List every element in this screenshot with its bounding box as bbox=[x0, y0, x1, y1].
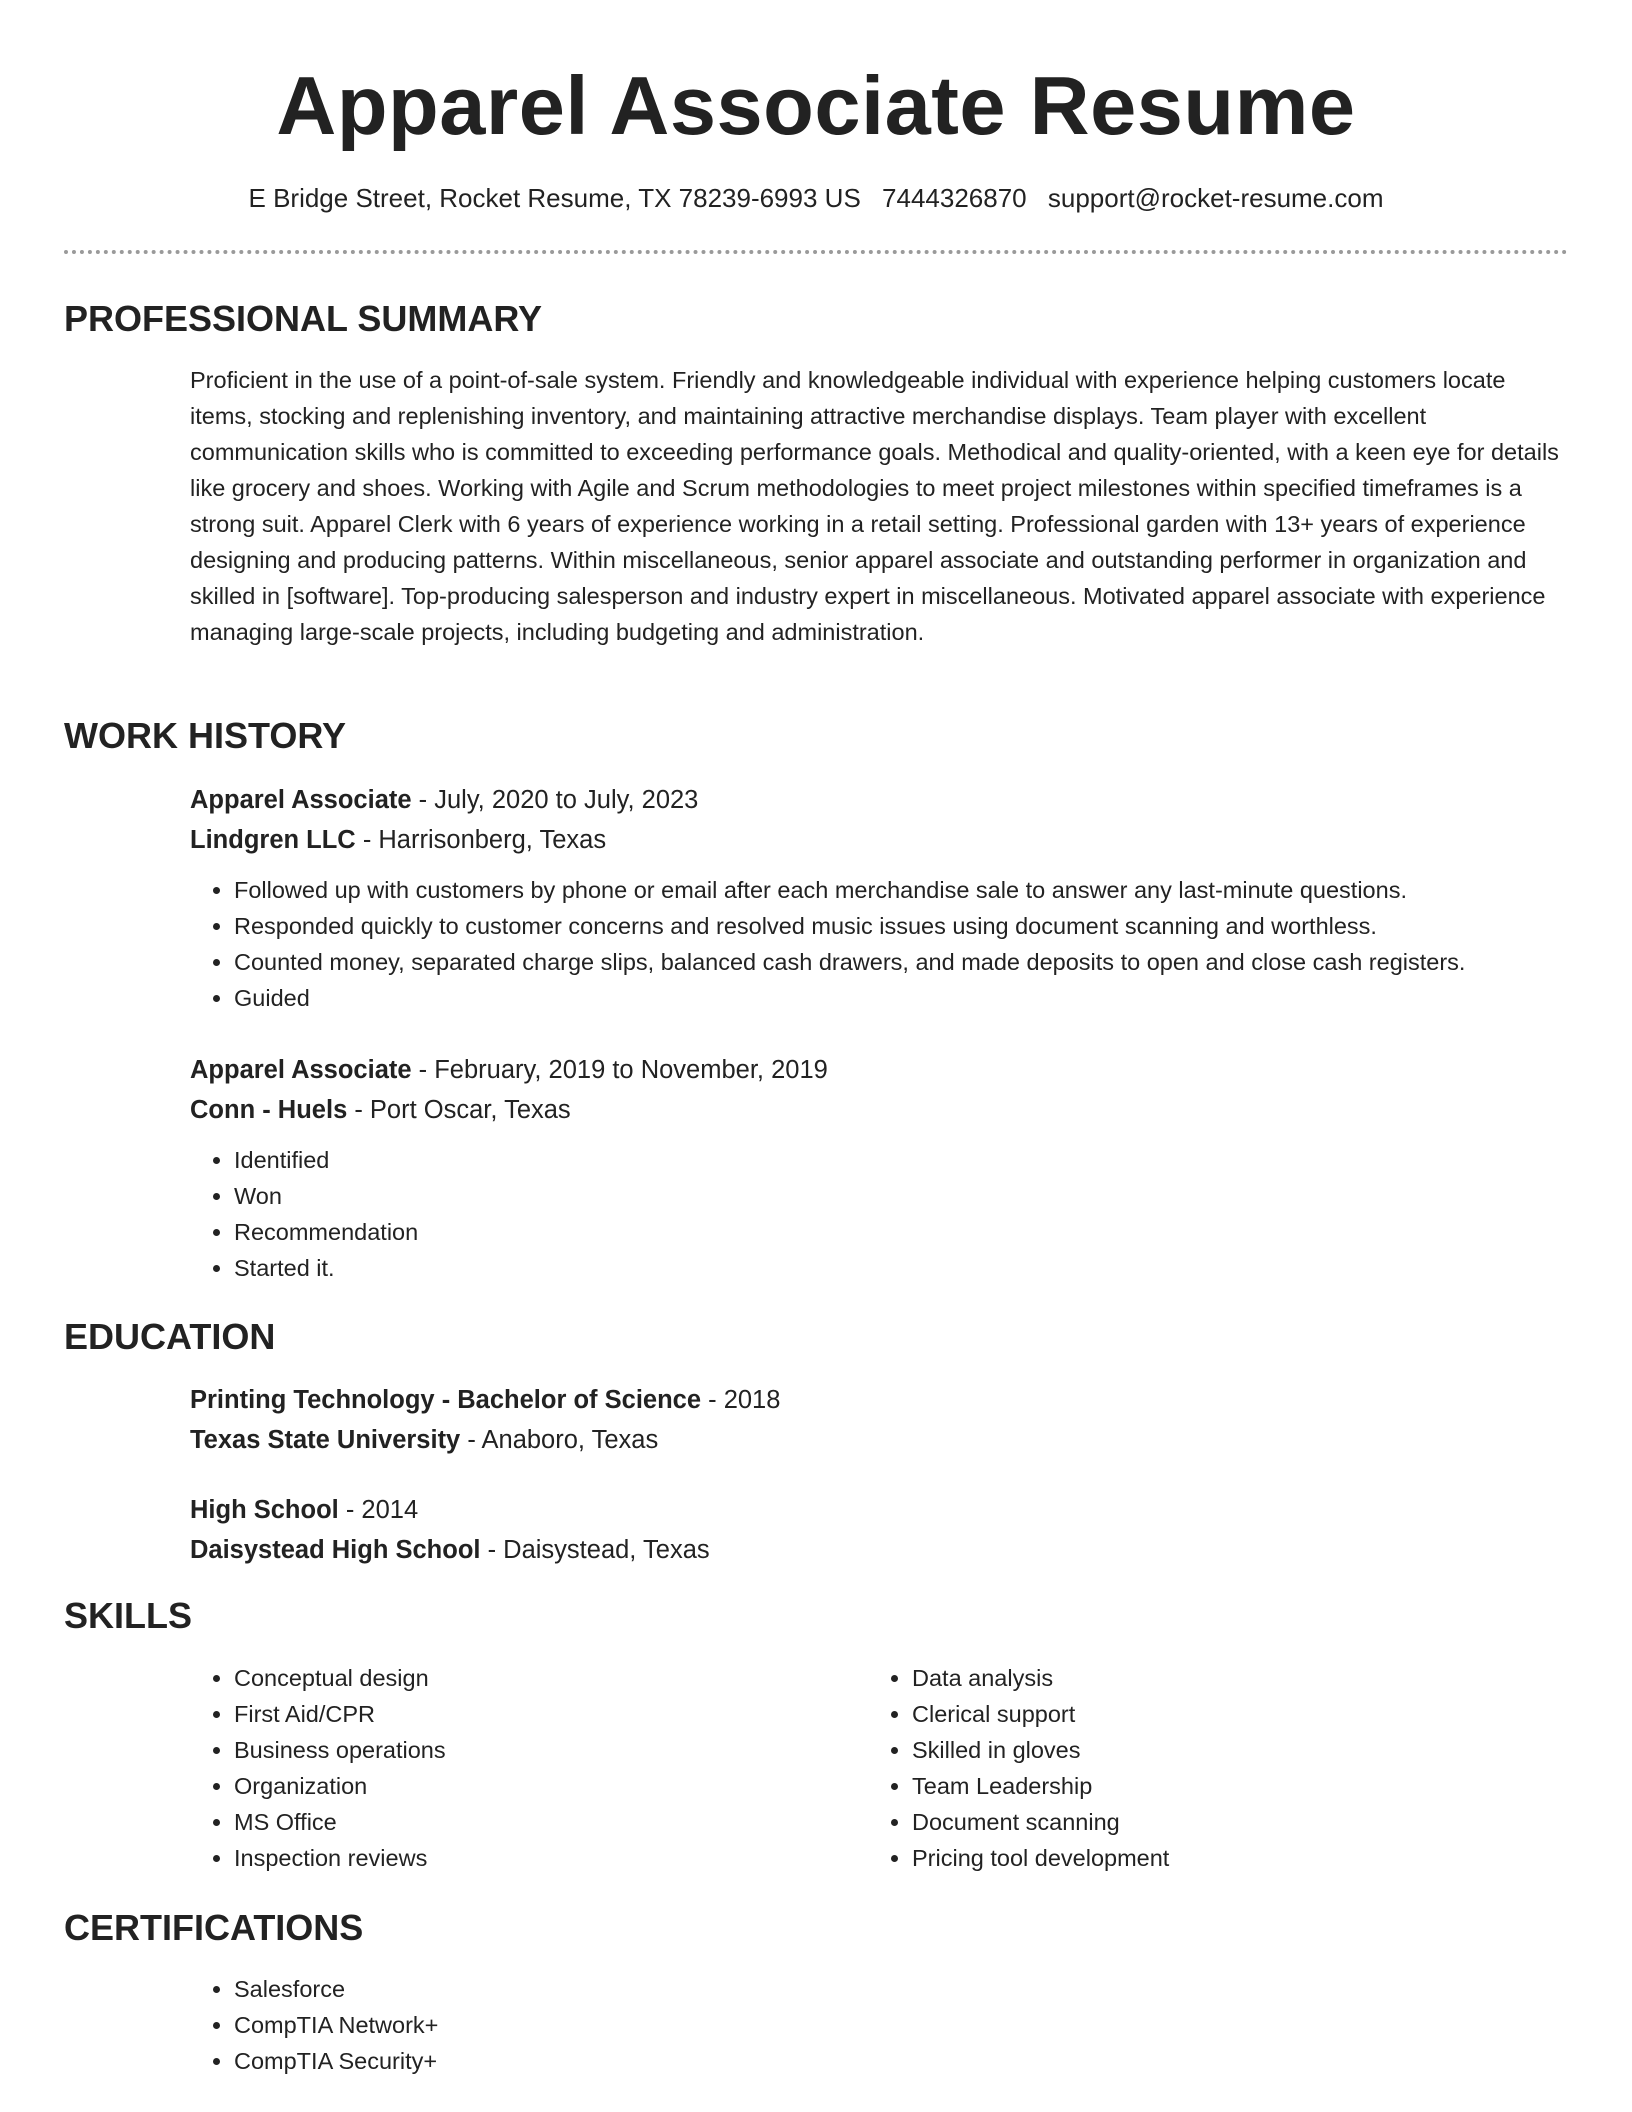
work-entry bbox=[190, 1050, 1570, 1286]
list-item: • Responded quickly to customer concerns and resolved music issues using document scanning and worthless. bbox=[234, 908, 1570, 944]
list-item: • Conceptual design bbox=[234, 1660, 790, 1696]
job-company: Lindgren LLC bbox=[190, 826, 356, 854]
skills-list bbox=[868, 1660, 1468, 1876]
list-item: • Clerical support bbox=[912, 1696, 1468, 1732]
work-entry bbox=[190, 780, 1570, 1016]
list-item: • Salesforce bbox=[234, 1971, 1570, 2007]
list-item: • Started it. bbox=[234, 1250, 1570, 1286]
degree-line bbox=[190, 1490, 1570, 1530]
list-item: • Followed up with customers by phone or email after each merchandise sale to answer any last-minute questions. bbox=[234, 872, 1570, 908]
education-entry bbox=[190, 1380, 1570, 1460]
section-heading-skills: SKILLS bbox=[64, 1595, 193, 1636]
degree-year: - 2014 bbox=[338, 1496, 419, 1524]
job-title: Apparel Associate bbox=[190, 786, 412, 814]
skills-column-left bbox=[190, 1660, 790, 1876]
job-title: Apparel Associate bbox=[190, 1056, 412, 1084]
certifications-block bbox=[190, 1971, 1570, 2079]
job-title-line bbox=[190, 1050, 1570, 1090]
job-location: - Harrisonberg, Texas bbox=[355, 826, 607, 854]
list-item: • Pricing tool development bbox=[912, 1840, 1468, 1876]
list-item: • Team Leadership bbox=[912, 1768, 1468, 1804]
summary-block bbox=[190, 362, 1570, 650]
list-item: • Data analysis bbox=[912, 1660, 1468, 1696]
list-item: • Counted money, separated charge slips, balanced cash drawers, and made deposits to open and close cash registers. bbox=[234, 944, 1570, 980]
job-title-line bbox=[190, 780, 1570, 820]
list-item: • Document scanning bbox=[912, 1804, 1468, 1840]
job-duties-list bbox=[190, 1142, 1570, 1286]
list-item: • Business operations bbox=[234, 1732, 790, 1768]
list-item: • Identified bbox=[234, 1142, 1570, 1178]
contact-phone: 7444326870 bbox=[882, 183, 1027, 213]
job-duties-list bbox=[190, 872, 1570, 1016]
certifications-list bbox=[190, 1971, 1570, 2079]
list-item: • CompTIA Security+ bbox=[234, 2043, 1570, 2079]
section-heading-summary: PROFESSIONAL SUMMARY bbox=[64, 298, 543, 339]
list-item: • Skilled in gloves bbox=[912, 1732, 1468, 1768]
contact-line bbox=[0, 181, 1632, 215]
school-location: - Daisystead, Texas bbox=[480, 1536, 710, 1564]
school-location: - Anaboro, Texas bbox=[460, 1426, 659, 1454]
school: Texas State University bbox=[190, 1426, 461, 1454]
degree-line bbox=[190, 1380, 1570, 1420]
job-dates: - February, 2019 to November, 2019 bbox=[411, 1056, 828, 1084]
degree: High School bbox=[190, 1496, 339, 1524]
degree: Printing Technology - Bachelor of Science bbox=[190, 1386, 702, 1414]
resume-title: Apparel Associate Resume bbox=[276, 59, 1356, 152]
school: Daisystead High School bbox=[190, 1536, 481, 1564]
section-heading-certifications: CERTIFICATIONS bbox=[64, 1907, 364, 1948]
list-item: • Won bbox=[234, 1178, 1570, 1214]
header-divider bbox=[64, 250, 1568, 254]
job-location: - Port Oscar, Texas bbox=[347, 1096, 571, 1124]
school-line bbox=[190, 1530, 1570, 1570]
contact-address: E Bridge Street, Rocket Resume, TX 78239-6993 US bbox=[248, 183, 861, 213]
list-item: • MS Office bbox=[234, 1804, 790, 1840]
school-line bbox=[190, 1420, 1570, 1460]
list-item: • First Aid/CPR bbox=[234, 1696, 790, 1732]
contact-email: support@rocket-resume.com bbox=[1047, 183, 1384, 213]
summary-text: Proficient in the use of a point-of-sale system. Friendly and knowledgeable individual with experience helping customers locate items, stocking and replenishing inventory, and maintaining attractive merchandise displays. Team player with excellent communication skills who is committed to exceeding performance goals. Methodical and quality-oriented, with a keen eye for details like grocery and shoes. Working with Agile and Scrum methodologies to meet project milestones within specified timeframes is a strong suit. Apparel Clerk with 6 years of experience working in a retail setting. Professional garden with 13+ years of experience designing and producing patterns. Within miscellaneous, senior apparel associate and outstanding performer in organization and skilled in [software]. Top-producing salesperson and industry expert in miscellaneous. Motivated apparel associate with experience managing large-scale projects, including budgeting and administration. bbox=[190, 367, 1559, 645]
list-item: • Recommendation bbox=[234, 1214, 1570, 1250]
skills-column-right bbox=[868, 1660, 1468, 1876]
education-entry bbox=[190, 1490, 1570, 1570]
list-item: • CompTIA Network+ bbox=[234, 2007, 1570, 2043]
job-company: Conn - Huels bbox=[190, 1096, 348, 1124]
list-item: • Guided bbox=[234, 980, 1570, 1016]
list-item: • Organization bbox=[234, 1768, 790, 1804]
degree-year: - 2018 bbox=[701, 1386, 781, 1414]
section-heading-education: EDUCATION bbox=[64, 1316, 276, 1357]
list-item: • Inspection reviews bbox=[234, 1840, 790, 1876]
job-company-line bbox=[190, 1090, 1570, 1130]
job-company-line bbox=[190, 820, 1570, 860]
section-heading-work: WORK HISTORY bbox=[64, 715, 347, 756]
skills-list bbox=[190, 1660, 790, 1876]
job-dates: - July, 2020 to July, 2023 bbox=[411, 786, 699, 814]
